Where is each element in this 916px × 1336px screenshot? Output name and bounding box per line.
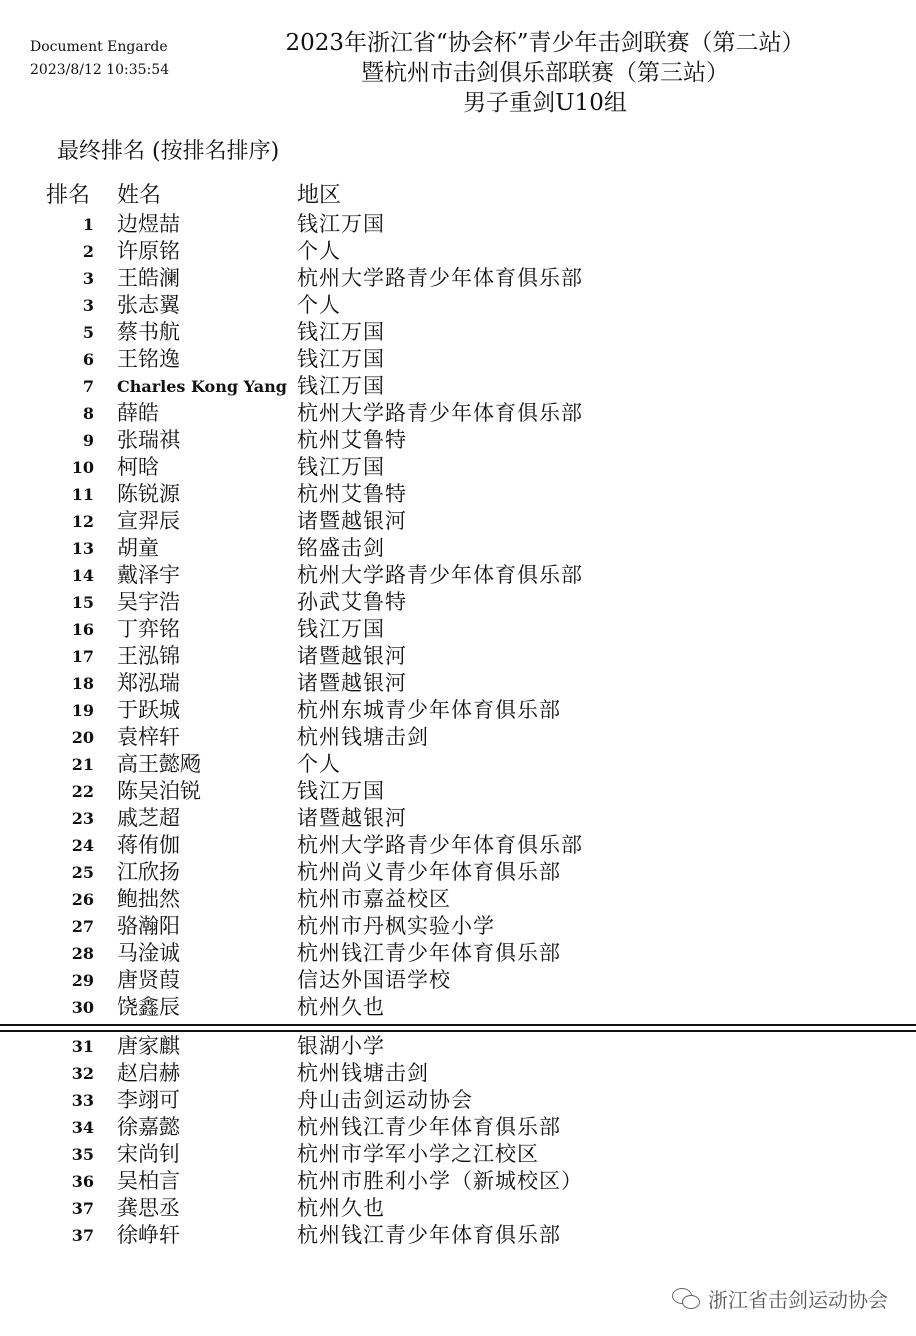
title-line-3: 男子重剑U10组 [463, 90, 627, 116]
region-cell: 杭州钱塘击剑 [297, 725, 429, 749]
name-cell: 唐贤葭 [117, 968, 180, 992]
name-cell: 丁弈铭 [117, 617, 180, 641]
name-cell: 蒋侑伽 [117, 833, 180, 857]
region-cell: 钱江万国 [297, 374, 385, 398]
region-cell: 钱江万国 [297, 455, 385, 479]
rank-cell: 6 [82, 350, 94, 369]
rank-cell: 36 [71, 1172, 94, 1191]
name-cell: 饶鑫辰 [117, 995, 180, 1019]
rank-cell: 22 [71, 782, 94, 801]
region-cell: 钱江万国 [297, 779, 385, 803]
name-cell: 骆瀚阳 [117, 914, 180, 938]
region-cell: 杭州大学路青少年体育俱乐部 [297, 563, 583, 587]
column-header-region: 地区 [297, 183, 342, 208]
title-line-2: 暨杭州市击剑俱乐部联赛（第三站） [361, 60, 729, 86]
rank-cell: 18 [71, 674, 94, 693]
name-cell: 戚芝超 [117, 806, 180, 830]
rank-cell: 3 [82, 269, 94, 288]
rank-cell: 37 [71, 1226, 94, 1245]
title-line-1: 2023年浙江省“协会杯”青少年击剑联赛（第二站） [285, 30, 805, 56]
section-title: 最终排名 (按排名排序) [57, 139, 280, 164]
rank-cell: 1 [82, 215, 94, 234]
name-cell: 李翊可 [117, 1088, 180, 1112]
region-cell: 舟山击剑运动协会 [297, 1088, 473, 1112]
name-cell: 蔡书航 [117, 320, 180, 344]
table-row [0, 238, 916, 265]
column-header-rank: 排名 [46, 183, 91, 208]
name-cell: 张志翼 [117, 293, 180, 317]
rank-cell: 37 [71, 1199, 94, 1218]
table-row [0, 211, 916, 238]
rank-cell: 9 [82, 431, 94, 450]
region-cell: 诸暨越银河 [297, 671, 407, 695]
column-header-name: 姓名 [117, 183, 162, 208]
name-cell: 许原铭 [117, 239, 180, 263]
watermark-text: 浙江省击剑运动协会 [708, 1288, 888, 1312]
region-cell: 杭州艾鲁特 [297, 428, 407, 452]
region-cell: 钱江万国 [297, 617, 385, 641]
name-cell: 徐峥轩 [117, 1223, 180, 1247]
rank-cell: 13 [71, 539, 94, 558]
qualification-divider-top [0, 1024, 916, 1026]
table-row [0, 643, 916, 670]
table-row [0, 373, 916, 400]
rank-cell: 2 [82, 242, 94, 261]
table-row [0, 292, 916, 319]
name-cell: 龚思丞 [117, 1196, 180, 1220]
region-cell: 诸暨越银河 [297, 806, 407, 830]
table-row [0, 1114, 916, 1141]
region-cell: 杭州市嘉益校区 [297, 887, 451, 911]
region-cell: 个人 [297, 293, 341, 317]
region-cell: 个人 [297, 239, 341, 263]
region-cell: 钱江万国 [297, 320, 385, 344]
table-row [0, 1087, 916, 1114]
rank-cell: 16 [71, 620, 94, 639]
wechat-icon [672, 1288, 700, 1310]
table-row [0, 616, 916, 643]
name-cell: 吴柏言 [117, 1169, 180, 1193]
region-cell: 孙武艾鲁特 [297, 590, 407, 614]
rank-cell: 12 [71, 512, 94, 531]
region-cell: 诸暨越银河 [297, 509, 407, 533]
name-cell: 江欣扬 [117, 860, 180, 884]
name-cell: 陈吴泊锐 [117, 779, 201, 803]
rank-cell: 5 [82, 323, 94, 342]
name-cell: 王皓澜 [117, 266, 180, 290]
region-cell: 杭州久也 [297, 995, 385, 1019]
rank-cell: 28 [71, 944, 94, 963]
table-row [0, 967, 916, 994]
region-cell: 杭州钱江青少年体育俱乐部 [297, 1115, 561, 1139]
name-cell: 赵启赫 [117, 1061, 180, 1085]
table-row [0, 751, 916, 778]
table-row [0, 562, 916, 589]
region-cell: 杭州大学路青少年体育俱乐部 [297, 833, 583, 857]
name-cell: 马淦诚 [117, 941, 180, 965]
rank-cell: 30 [71, 998, 94, 1017]
rank-cell: 23 [71, 809, 94, 828]
name-cell: 徐嘉懿 [117, 1115, 180, 1139]
table-row [0, 454, 916, 481]
region-cell: 个人 [297, 752, 341, 776]
table-row [0, 535, 916, 562]
region-cell: 杭州大学路青少年体育俱乐部 [297, 401, 583, 425]
rank-cell: 35 [71, 1145, 94, 1164]
name-cell: 胡童 [117, 536, 159, 560]
rank-cell: 14 [71, 566, 94, 585]
table-row [0, 697, 916, 724]
name-cell: 薛皓 [117, 401, 159, 425]
table-row [0, 319, 916, 346]
document-meta [30, 36, 169, 82]
region-cell: 杭州钱塘击剑 [297, 1061, 429, 1085]
name-cell: 王泓锦 [117, 644, 180, 668]
name-cell: 柯晗 [117, 455, 159, 479]
software-name: Document Engarde [30, 39, 168, 55]
rank-cell: 3 [82, 296, 94, 315]
name-cell: 于跃城 [117, 698, 180, 722]
name-cell: 高王懿飏 [117, 752, 201, 776]
table-row [0, 427, 916, 454]
rank-cell: 24 [71, 836, 94, 855]
table-row [0, 1033, 916, 1060]
region-cell: 杭州市学军小学之江校区 [297, 1142, 539, 1166]
table-row [0, 481, 916, 508]
table-row [0, 805, 916, 832]
region-cell: 信达外国语学校 [297, 968, 451, 992]
table-row [0, 670, 916, 697]
region-cell: 杭州大学路青少年体育俱乐部 [297, 266, 583, 290]
watermark [672, 1284, 888, 1313]
rank-cell: 21 [71, 755, 94, 774]
table-row [0, 1168, 916, 1195]
rank-cell: 33 [71, 1091, 94, 1110]
region-cell: 铭盛击剑 [297, 536, 385, 560]
region-cell: 杭州市丹枫实验小学 [297, 914, 495, 938]
name-cell: Charles Kong Yang [117, 377, 287, 396]
region-cell: 杭州市胜利小学（新城校区） [297, 1169, 583, 1193]
table-row [0, 886, 916, 913]
rank-cell: 20 [71, 728, 94, 747]
table-row [0, 1141, 916, 1168]
region-cell: 杭州久也 [297, 1196, 385, 1220]
table-row [0, 994, 916, 1021]
name-cell: 郑泓瑞 [117, 671, 180, 695]
name-cell: 边煜喆 [117, 212, 180, 236]
region-cell: 杭州东城青少年体育俱乐部 [297, 698, 561, 722]
rank-cell: 29 [71, 971, 94, 990]
rank-cell: 19 [71, 701, 94, 720]
table-row [0, 859, 916, 886]
table-row [0, 940, 916, 967]
region-cell: 钱江万国 [297, 212, 385, 236]
table-row [0, 1060, 916, 1087]
rank-cell: 7 [82, 377, 94, 396]
name-cell: 戴泽宇 [117, 563, 180, 587]
rank-cell: 11 [71, 485, 94, 504]
region-cell: 杭州钱江青少年体育俱乐部 [297, 1223, 561, 1247]
table-row [0, 778, 916, 805]
name-cell: 吴宇浩 [117, 590, 180, 614]
region-cell: 银湖小学 [297, 1034, 385, 1058]
table-row [0, 346, 916, 373]
name-cell: 陈锐源 [117, 482, 180, 506]
table-row [0, 1222, 916, 1249]
region-cell: 钱江万国 [297, 347, 385, 371]
rank-cell: 15 [71, 593, 94, 612]
region-cell: 杭州艾鲁特 [297, 482, 407, 506]
region-cell: 杭州尚义青少年体育俱乐部 [297, 860, 561, 884]
name-cell: 唐家麒 [117, 1034, 180, 1058]
rank-cell: 17 [71, 647, 94, 666]
rank-cell: 10 [71, 458, 94, 477]
table-row [0, 589, 916, 616]
rank-cell: 32 [71, 1064, 94, 1083]
name-cell: 张瑞祺 [117, 428, 180, 452]
rank-cell: 25 [71, 863, 94, 882]
name-cell: 王铭逸 [117, 347, 180, 371]
rank-cell: 8 [82, 404, 94, 423]
name-cell: 宋尚钊 [117, 1142, 180, 1166]
table-row [0, 832, 916, 859]
table-row [0, 1195, 916, 1222]
print-timestamp: 2023/8/12 10:35:54 [30, 62, 170, 78]
rank-cell: 34 [71, 1118, 94, 1137]
name-cell: 鲍拙然 [117, 887, 180, 911]
competition-title [220, 28, 870, 118]
rank-cell: 31 [71, 1037, 94, 1056]
name-cell: 宣羿辰 [117, 509, 180, 533]
region-cell: 杭州钱江青少年体育俱乐部 [297, 941, 561, 965]
table-row [0, 265, 916, 292]
table-row [0, 400, 916, 427]
rank-cell: 27 [71, 917, 94, 936]
table-row [0, 913, 916, 940]
table-row [0, 724, 916, 751]
table-row [0, 508, 916, 535]
qualification-divider-bottom [0, 1030, 916, 1032]
region-cell: 诸暨越银河 [297, 644, 407, 668]
name-cell: 袁梓轩 [117, 725, 180, 749]
rank-cell: 26 [71, 890, 94, 909]
